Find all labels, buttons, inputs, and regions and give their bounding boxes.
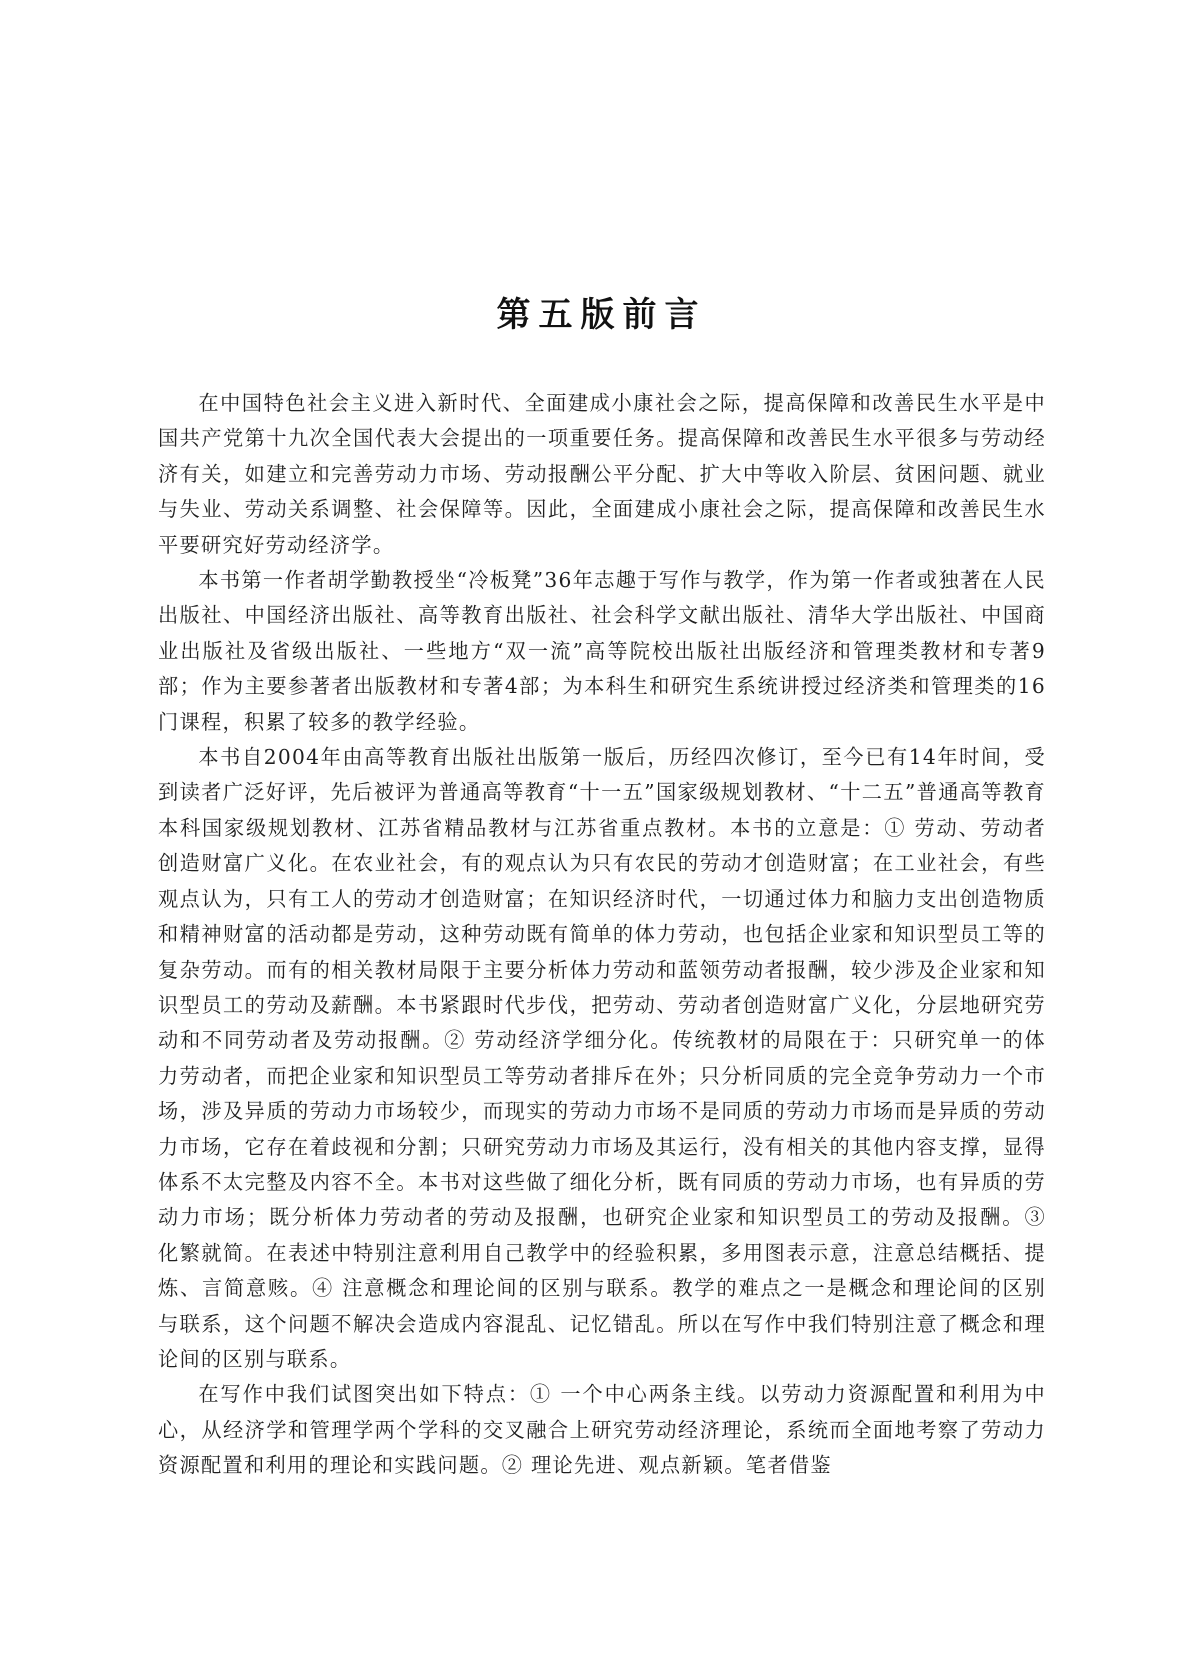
paragraph-1: 在中国特色社会主义进入新时代、全面建成小康社会之际，提高保障和改善民生水平是中国共产党第十九次全国代表大会提出的一项重要任务。提高保障和改善民生水平很多与劳动经济有关，如建立和完善劳动力市场、劳动报酬公平分配、扩大中等收入阶层、贫困问题、就业与失业、劳动关系调整、社会保障等。因此，全面建成小康社会之际，提高保障和改善民生水平要研究好劳动经济学。 (158, 391, 1046, 557)
paragraph-4: 在写作中我们试图突出如下特点：① 一个中心两条主线。以劳动力资源配置和利用为中心，从经济学和管理学两个学科的交叉融合上研究劳动经济理论，系统而全面地考察了劳动力资源配置和利用的理论和实践问题。② 理论先进、观点新颖。笔者借鉴 (158, 1382, 1046, 1478)
paragraph-3: 本书自2004年由高等教育出版社出版第一版后，历经四次修订，至今已有14年时间，受到读者广泛好评，先后被评为普通高等教育“十一五”国家级规划教材、“十二五”普通高等教育本科国家级规划教材、江苏省精品教材与江苏省重点教材。本书的立意是：① 劳动、劳动者创造财富广义化。在农业社会，有的观点认为只有农民的劳动才创造财富；在工业社会，有些观点认为，只有工人的劳动才创造财富；在知识经济时代，一切通过体力和脑力支出创造物质和精神财富的活动都是劳动，这种劳动既有简单的体力劳动，也包括企业家和知识型员工等的复杂劳动。而有的相关教材局限于主要分析体力劳动和蓝领劳动者报酬，较少涉及企业家和知识型员工的劳动及薪酬。本书紧跟时代步伐，把劳动、劳动者创造财富广义化，分层地研究劳动和不同劳动者及劳动报酬。② 劳动经济学细分化。传统教材的局限在于：只研究单一的体力劳动者，而把企业家和知识型员工等劳动者排斥在外；只分析同质的完全竞争劳动力一个市场，涉及异质的劳动力市场较少，而现实的劳动力市场不是同质的劳动力市场而是异质的劳动力市场，它存在着歧视和分割；只研究劳动力市场及其运行，没有相关的其他内容支撑，显得体系不太完整及内容不全。本书对这些做了细化分析，既有同质的劳动力市场，也有异质的劳动力市场；既分析体力劳动者的劳动及报酬，也研究企业家和知识型员工的劳动及报酬。③ 化繁就简。在表述中特别注意利用自己教学中的经验积累，多用图表示意，注意总结概括、提炼、言简意赅。④ 注意概念和理论间的区别与联系。教学的难点之一是概念和理论间的区别与联系，这个问题不解决会造成内容混乱、记忆错乱。所以在写作中我们特别注意了概念和理论间的区别与联系。 (158, 745, 1046, 1371)
preface-title: 第五版前言 (496, 294, 707, 335)
preface-body (158, 386, 1046, 1484)
paragraph-2: 本书第一作者胡学勤教授坐“冷板凳”36年志趣于写作与教学，作为第一作者或独著在人民出版社、中国经济出版社、高等教育出版社、社会科学文献出版社、清华大学出版社、中国商业出版社及省级出版社、一些地方“双一流”高等院校出版社出版经济和管理类教材和专著9部；作为主要参著者出版教材和专著4部；为本科生和研究生系统讲授过经济类和管理类的16门课程，积累了较多的教学经验。 (158, 568, 1046, 734)
